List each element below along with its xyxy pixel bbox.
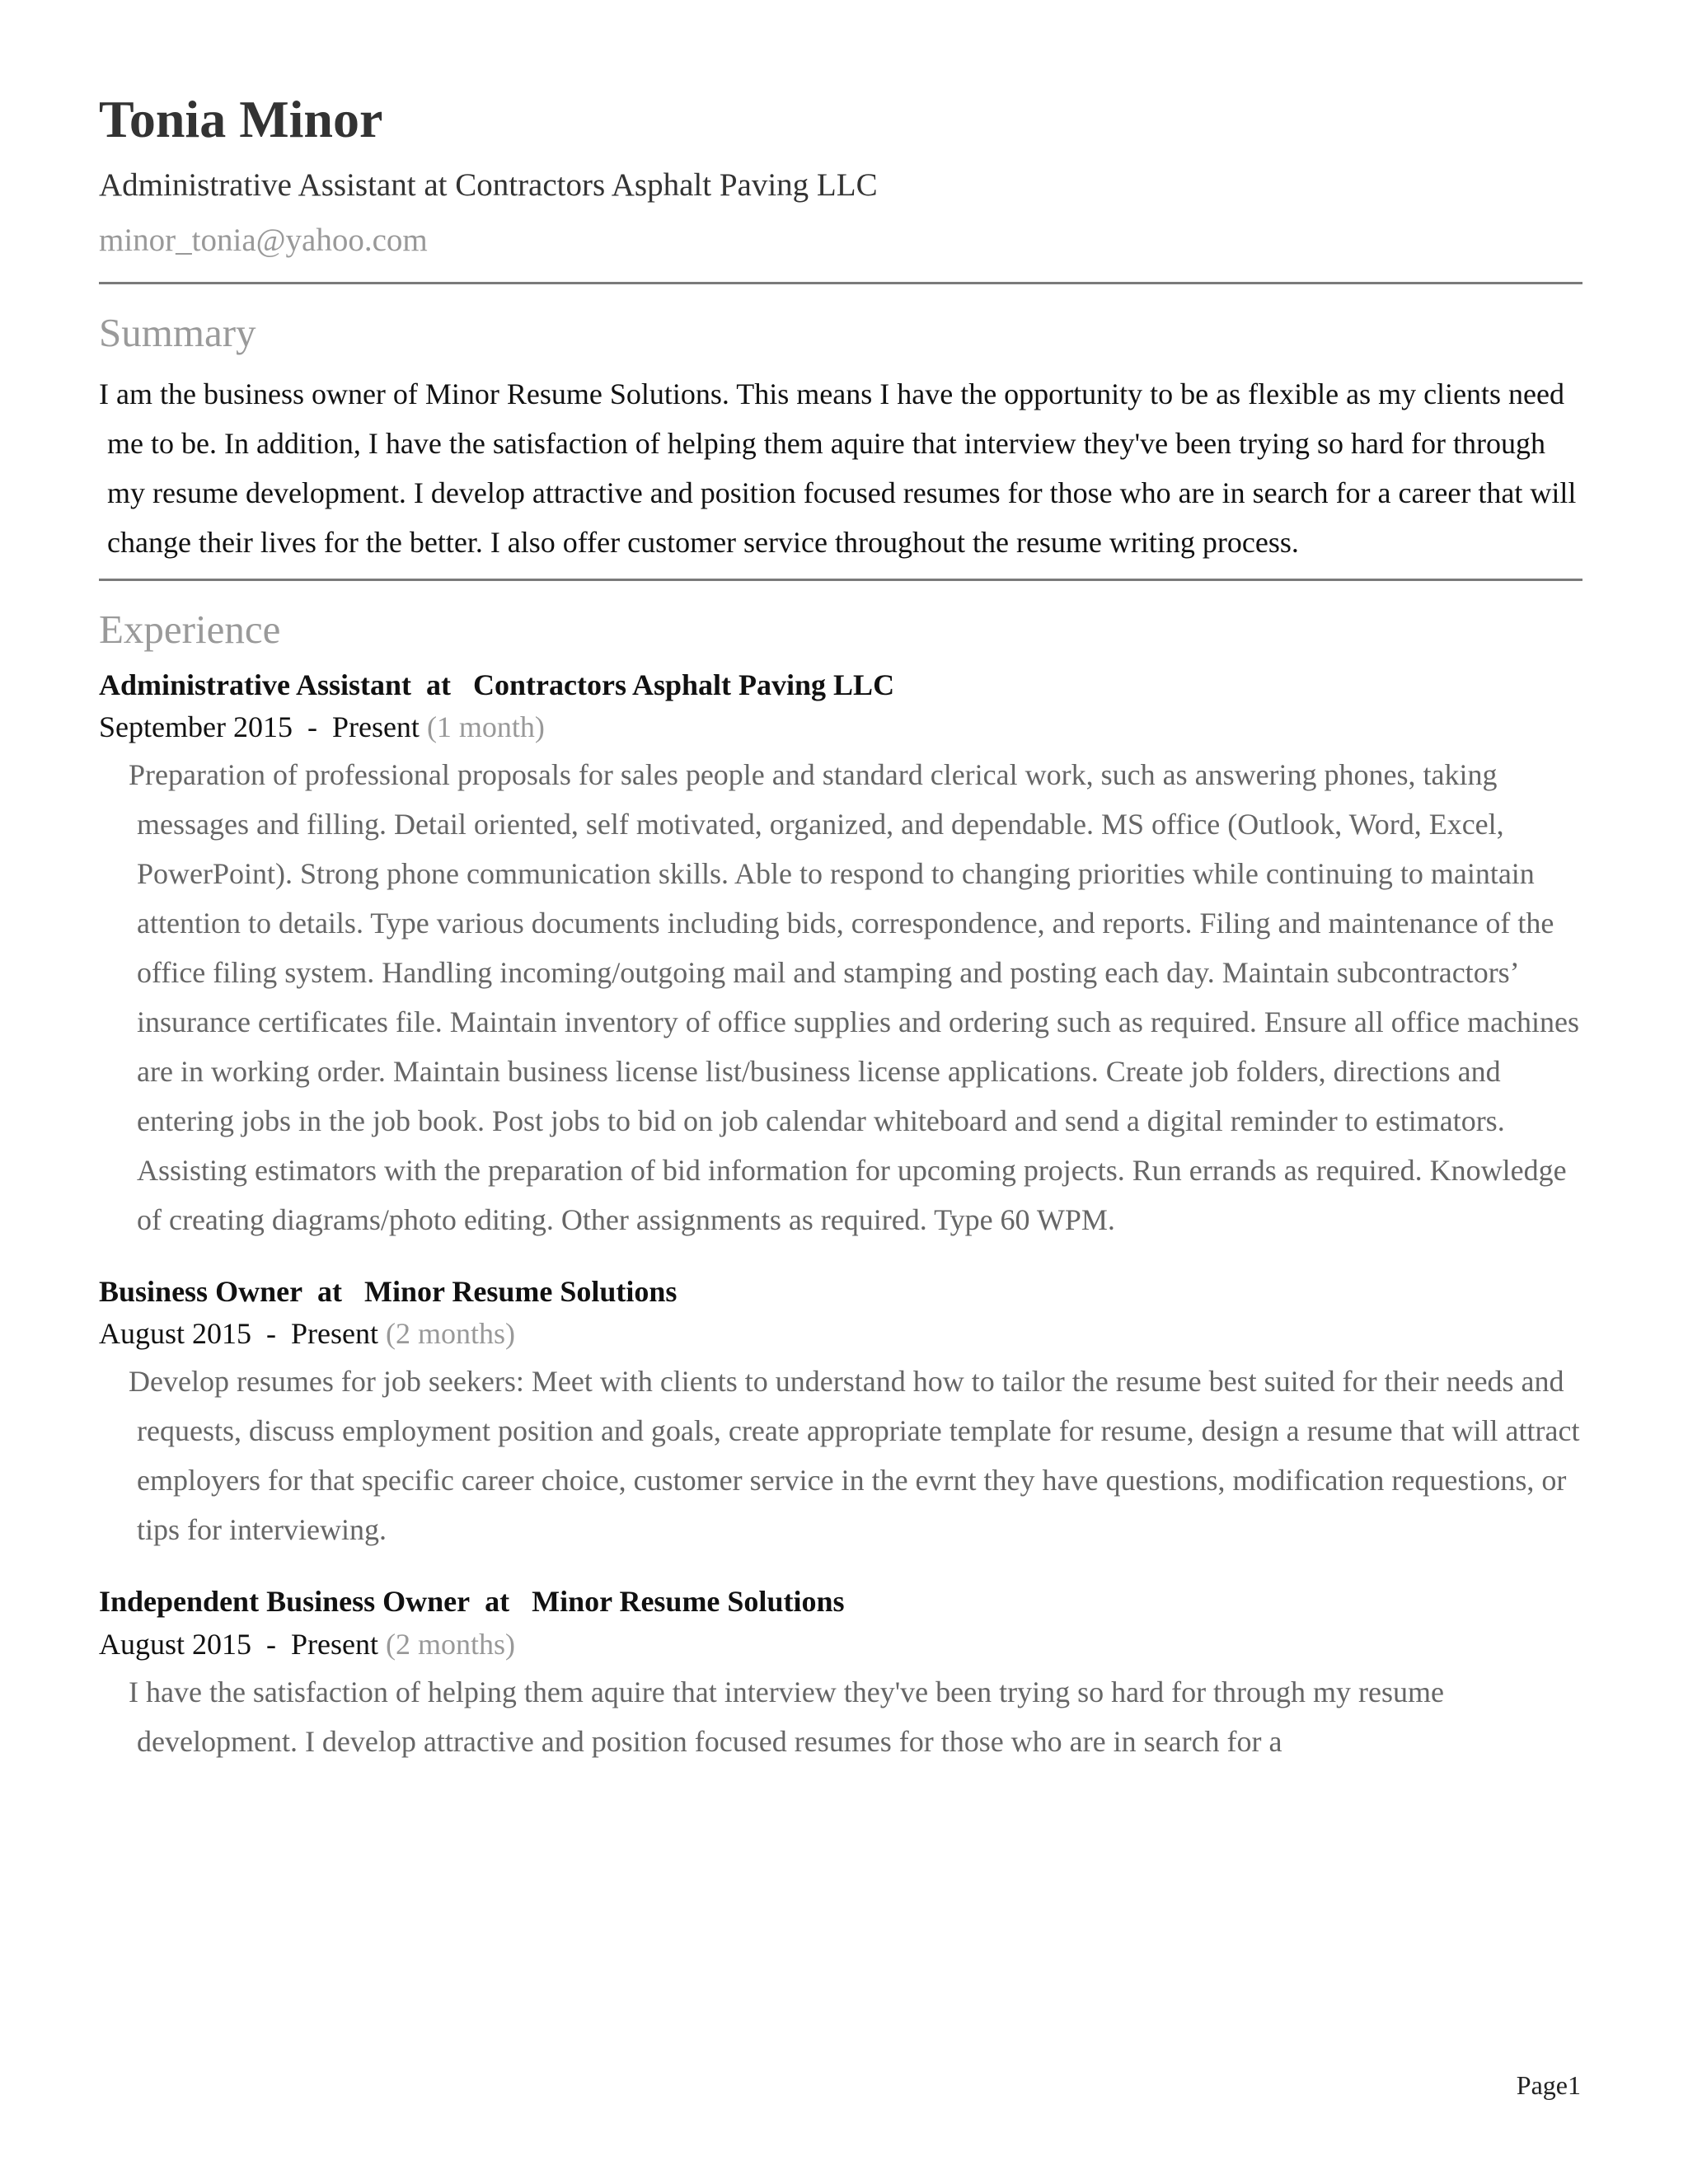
- job-role: Business Owner: [99, 1274, 303, 1308]
- job-date-separator: -: [266, 1317, 277, 1351]
- job-description: Preparation of professional proposals for sales people and standard clerical work, such as answering phones, taking messages and filling. Detail oriented, self motivated, organized, and dependable. MS office (Outlook, Word, Excel, PowerPoint). Strong phone communication skills. Able to respond to changing priorities while continuing to maintain attention to details. Type various documents including bids, correspondence, and reports. Filing and maintenance of the office filing system. Handling incoming/outgoing mail and stamping and posting each day. Maintain subcontractors’ insurance certificates file. Maintain inventory of office supplies and ordering such as required. Ensure all office machines are in working order. Maintain business license list/business license applications. Create job folders, directions and entering jobs in the job book. Post jobs to bid on job calendar whiteboard and send a digital reminder to estimators. Assisting estimators with the preparation of bid information for upcoming projects. Run errands as required. Knowledge of creating diagrams/photo editing. Other assignments as required. Type 60 WPM.: [129, 757, 1580, 1236]
- job-dates-line: [99, 710, 1582, 745]
- summary-divider: [99, 579, 1582, 581]
- job-start-date: August 2015: [99, 1627, 252, 1661]
- page-number: Page1: [1516, 2070, 1581, 2100]
- job-title-line: [99, 1274, 1582, 1310]
- job-start-date: September 2015: [99, 710, 293, 743]
- job-role: Administrative Assistant: [99, 668, 412, 701]
- header-divider: [99, 282, 1582, 284]
- job-date-separator: -: [266, 1627, 277, 1661]
- resume-page: [99, 91, 1582, 1766]
- job-date-separator: -: [307, 710, 317, 743]
- job-at: at: [317, 1274, 343, 1308]
- experience-item: [99, 668, 1582, 1244]
- summary-heading: Summary: [99, 309, 256, 355]
- job-company: Contractors Asphalt Paving LLC: [473, 668, 895, 701]
- experience-heading: Experience: [99, 606, 281, 652]
- job-description: Develop resumes for job seekers: Meet with clients to understand how to tailor the resume best suited for their needs and requests, discuss employment position and goals, create appropriate template for resume, design a resume that will attract employers for that specific career choice, customer service in the evrnt they have questions, modification requestions, or tips for interviewing.: [129, 1365, 1580, 1547]
- job-end-date: Present: [291, 1627, 378, 1661]
- job-dates-line: [99, 1316, 1582, 1352]
- job-role: Independent Business Owner: [99, 1585, 471, 1619]
- candidate-name: Tonia Minor: [99, 90, 383, 148]
- experience-item: [99, 1274, 1582, 1554]
- summary-text: I am the business owner of Minor Resume Solutions. This means I have the opportunity to be as flexible as my clients need me to be. In addition, I have the satisfaction of helping them aquire that interview they've been trying so hard for through my resume development. I develop attractive and position focused resumes for those who are in search for a career that will change their lives for the better. I also offer customer service throughout the resume writing process.: [99, 377, 1577, 559]
- job-dates-line: [99, 1627, 1582, 1662]
- job-description: I have the satisfaction of helping them aquire that interview they've been trying so hard for through my resume development. I develop attractive and position focused resumes for those who are in search for a: [129, 1675, 1445, 1758]
- job-title-line: [99, 668, 1582, 703]
- job-duration: (1 month): [426, 710, 545, 743]
- job-title-line: [99, 1584, 1582, 1619]
- job-start-date: August 2015: [99, 1317, 252, 1351]
- experience-item: [99, 1584, 1582, 1765]
- candidate-headline: Administrative Assistant at Contractors Asphalt Paving LLC: [99, 167, 878, 204]
- job-end-date: Present: [291, 1317, 378, 1351]
- job-at: at: [485, 1585, 510, 1619]
- job-end-date: Present: [331, 710, 420, 743]
- job-duration: (2 months): [386, 1627, 515, 1661]
- job-duration: (2 months): [386, 1317, 515, 1351]
- job-company: Minor Resume Solutions: [532, 1585, 845, 1619]
- job-company: Minor Resume Solutions: [364, 1274, 678, 1308]
- job-at: at: [426, 668, 452, 701]
- candidate-email[interactable]: minor_tonia@yahoo.com: [99, 223, 428, 259]
